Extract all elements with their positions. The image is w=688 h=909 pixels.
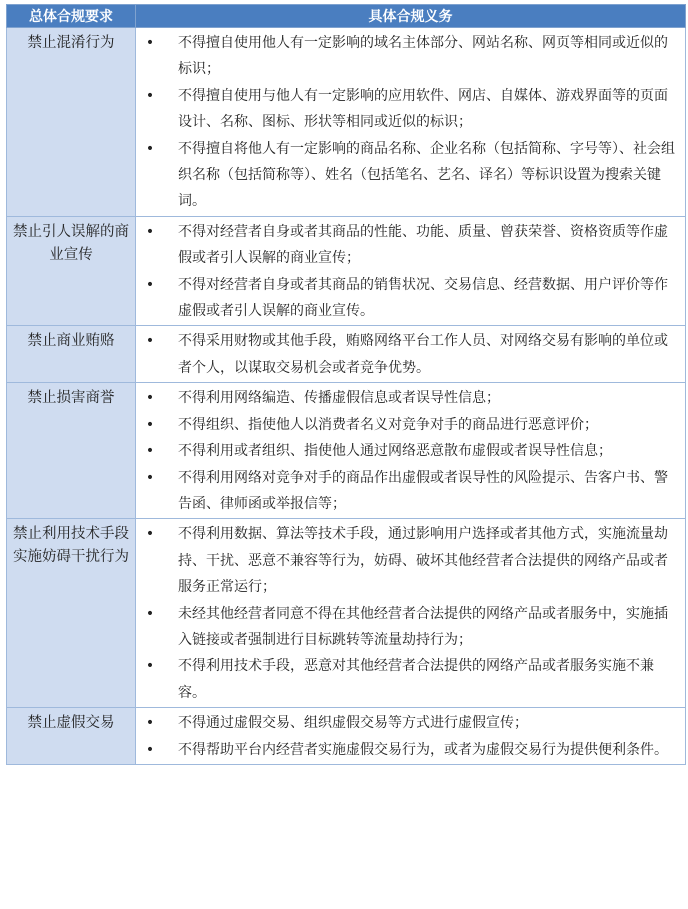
obligation-text: 不得利用数据、算法等技术手段，通过影响用户选择或者其他方式，实施流量劫持、干扰、恶意不兼容等行为，妨碍、破坏其他经营者合法提供的网络产品或者服务正常运行； — [178, 526, 668, 596]
obligation-text: 不得利用技术手段，恶意对其他经营者合法提供的网络产品或者服务实施不兼容。 — [178, 658, 654, 701]
table-row — [7, 28, 686, 217]
specific-obligations-cell — [136, 383, 686, 519]
header-general-requirement: 总体合规要求 — [7, 5, 136, 28]
obligation-text: 不得对经营者自身或者其商品的性能、功能、质量、曾获荣誉、资格资质等作虚假或者引人误解的商业宣传； — [178, 223, 668, 267]
bullet-icon: • — [145, 443, 155, 460]
obligation-list — [136, 521, 679, 706]
list-item — [136, 601, 679, 654]
list-item — [136, 83, 679, 136]
bullet-icon: • — [145, 741, 155, 758]
list-item — [136, 219, 679, 272]
obligation-list — [136, 710, 679, 763]
obligation-text: 不得组织、指使他人以消费者名义对竞争对手的商品进行恶意评价； — [178, 416, 598, 433]
obligation-list — [136, 219, 679, 325]
general-requirement-cell: 禁止损害商誉 — [7, 383, 136, 519]
bullet-icon: • — [145, 333, 155, 350]
table-row — [7, 519, 686, 708]
obligation-list — [136, 30, 679, 215]
list-item — [136, 710, 679, 736]
bullet-icon: • — [145, 390, 155, 407]
general-requirement-cell: 禁止商业贿赂 — [7, 326, 136, 383]
bullet-icon: • — [145, 526, 155, 543]
specific-obligations-cell — [136, 216, 686, 326]
general-requirement-cell: 禁止利用技术手段实施妨碍干扰行为 — [7, 519, 136, 708]
obligation-list — [136, 328, 679, 381]
obligation-text: 不得利用网络编造、传播虚假信息或者误导性信息； — [178, 390, 500, 407]
obligation-text: 未经其他经营者同意不得在其他经营者合法提供的网络产品或者服务中，实施插入链接或者强制进行目标跳转等流量劫持行为； — [178, 605, 668, 648]
list-item — [136, 653, 679, 706]
obligation-text: 不得擅自使用他人有一定影响的域名主体部分、网站名称、网页等相同或近似的标识； — [178, 35, 668, 78]
general-requirement-cell: 禁止虚假交易 — [7, 708, 136, 765]
bullet-icon: • — [145, 416, 155, 433]
list-item — [136, 30, 679, 83]
obligation-text: 不得擅自使用与他人有一定影响的应用软件、网店、自媒体、游戏界面等的页面设计、名称、图标、形状等相同或近似的标识； — [178, 87, 668, 131]
general-requirement-cell: 禁止引人误解的商业宣传 — [7, 216, 136, 326]
table-row — [7, 708, 686, 765]
obligation-text: 不得采用财物或其他手段，贿赂网络平台工作人员、对网络交易有影响的单位或者个人，以谋取交易机会或者竞争优势。 — [178, 333, 668, 376]
list-item — [136, 136, 679, 215]
list-item — [136, 521, 679, 600]
table-body — [7, 28, 686, 765]
obligation-text: 不得帮助平台内经营者实施虚假交易行为，或者为虚假交易行为提供便利条件。 — [178, 741, 668, 758]
compliance-table — [6, 4, 686, 765]
bullet-icon: • — [145, 658, 155, 675]
list-item — [136, 328, 679, 381]
list-item — [136, 272, 679, 325]
list-item — [136, 385, 679, 411]
obligation-text: 不得通过虚假交易、组织虚假交易等方式进行虚假宣传； — [178, 715, 528, 732]
bullet-icon: • — [145, 140, 155, 157]
obligation-text: 不得利用或者组织、指使他人通过网络恶意散布虚假或者误导性信息； — [178, 443, 612, 460]
list-item — [136, 438, 679, 464]
bullet-icon: • — [145, 469, 155, 486]
specific-obligations-cell — [136, 519, 686, 708]
bullet-icon: • — [145, 715, 155, 732]
bullet-icon: • — [145, 35, 155, 51]
bullet-icon: • — [145, 605, 155, 622]
specific-obligations-cell — [136, 28, 686, 217]
list-item — [136, 465, 679, 518]
obligation-list — [136, 385, 679, 517]
obligation-text: 不得擅自将他人有一定影响的商品名称、企业名称（包括简称、字号等）、社会组织名称（包括简称等）、姓名（包括笔名、艺名、译名）等标识设置为搜索关键词。 — [178, 140, 675, 210]
header-row — [7, 5, 686, 28]
general-requirement-cell: 禁止混淆行为 — [7, 28, 136, 217]
specific-obligations-cell — [136, 708, 686, 765]
header-specific-obligation: 具体合规义务 — [136, 5, 686, 28]
obligation-text: 不得利用网络对竞争对手的商品作出虚假或者误导性的风险提示、告客户书、警告函、律师函或举报信等； — [178, 469, 668, 512]
list-item — [136, 737, 679, 763]
list-item — [136, 412, 679, 438]
bullet-icon: • — [145, 223, 155, 240]
bullet-icon: • — [145, 276, 155, 293]
specific-obligations-cell — [136, 326, 686, 383]
table-row — [7, 216, 686, 326]
bullet-icon: • — [145, 87, 155, 104]
table-row — [7, 326, 686, 383]
table-row — [7, 383, 686, 519]
obligation-text: 不得对经营者自身或者其商品的销售状况、交易信息、经营数据、用户评价等作虚假或者引人误解的商业宣传。 — [178, 276, 668, 320]
